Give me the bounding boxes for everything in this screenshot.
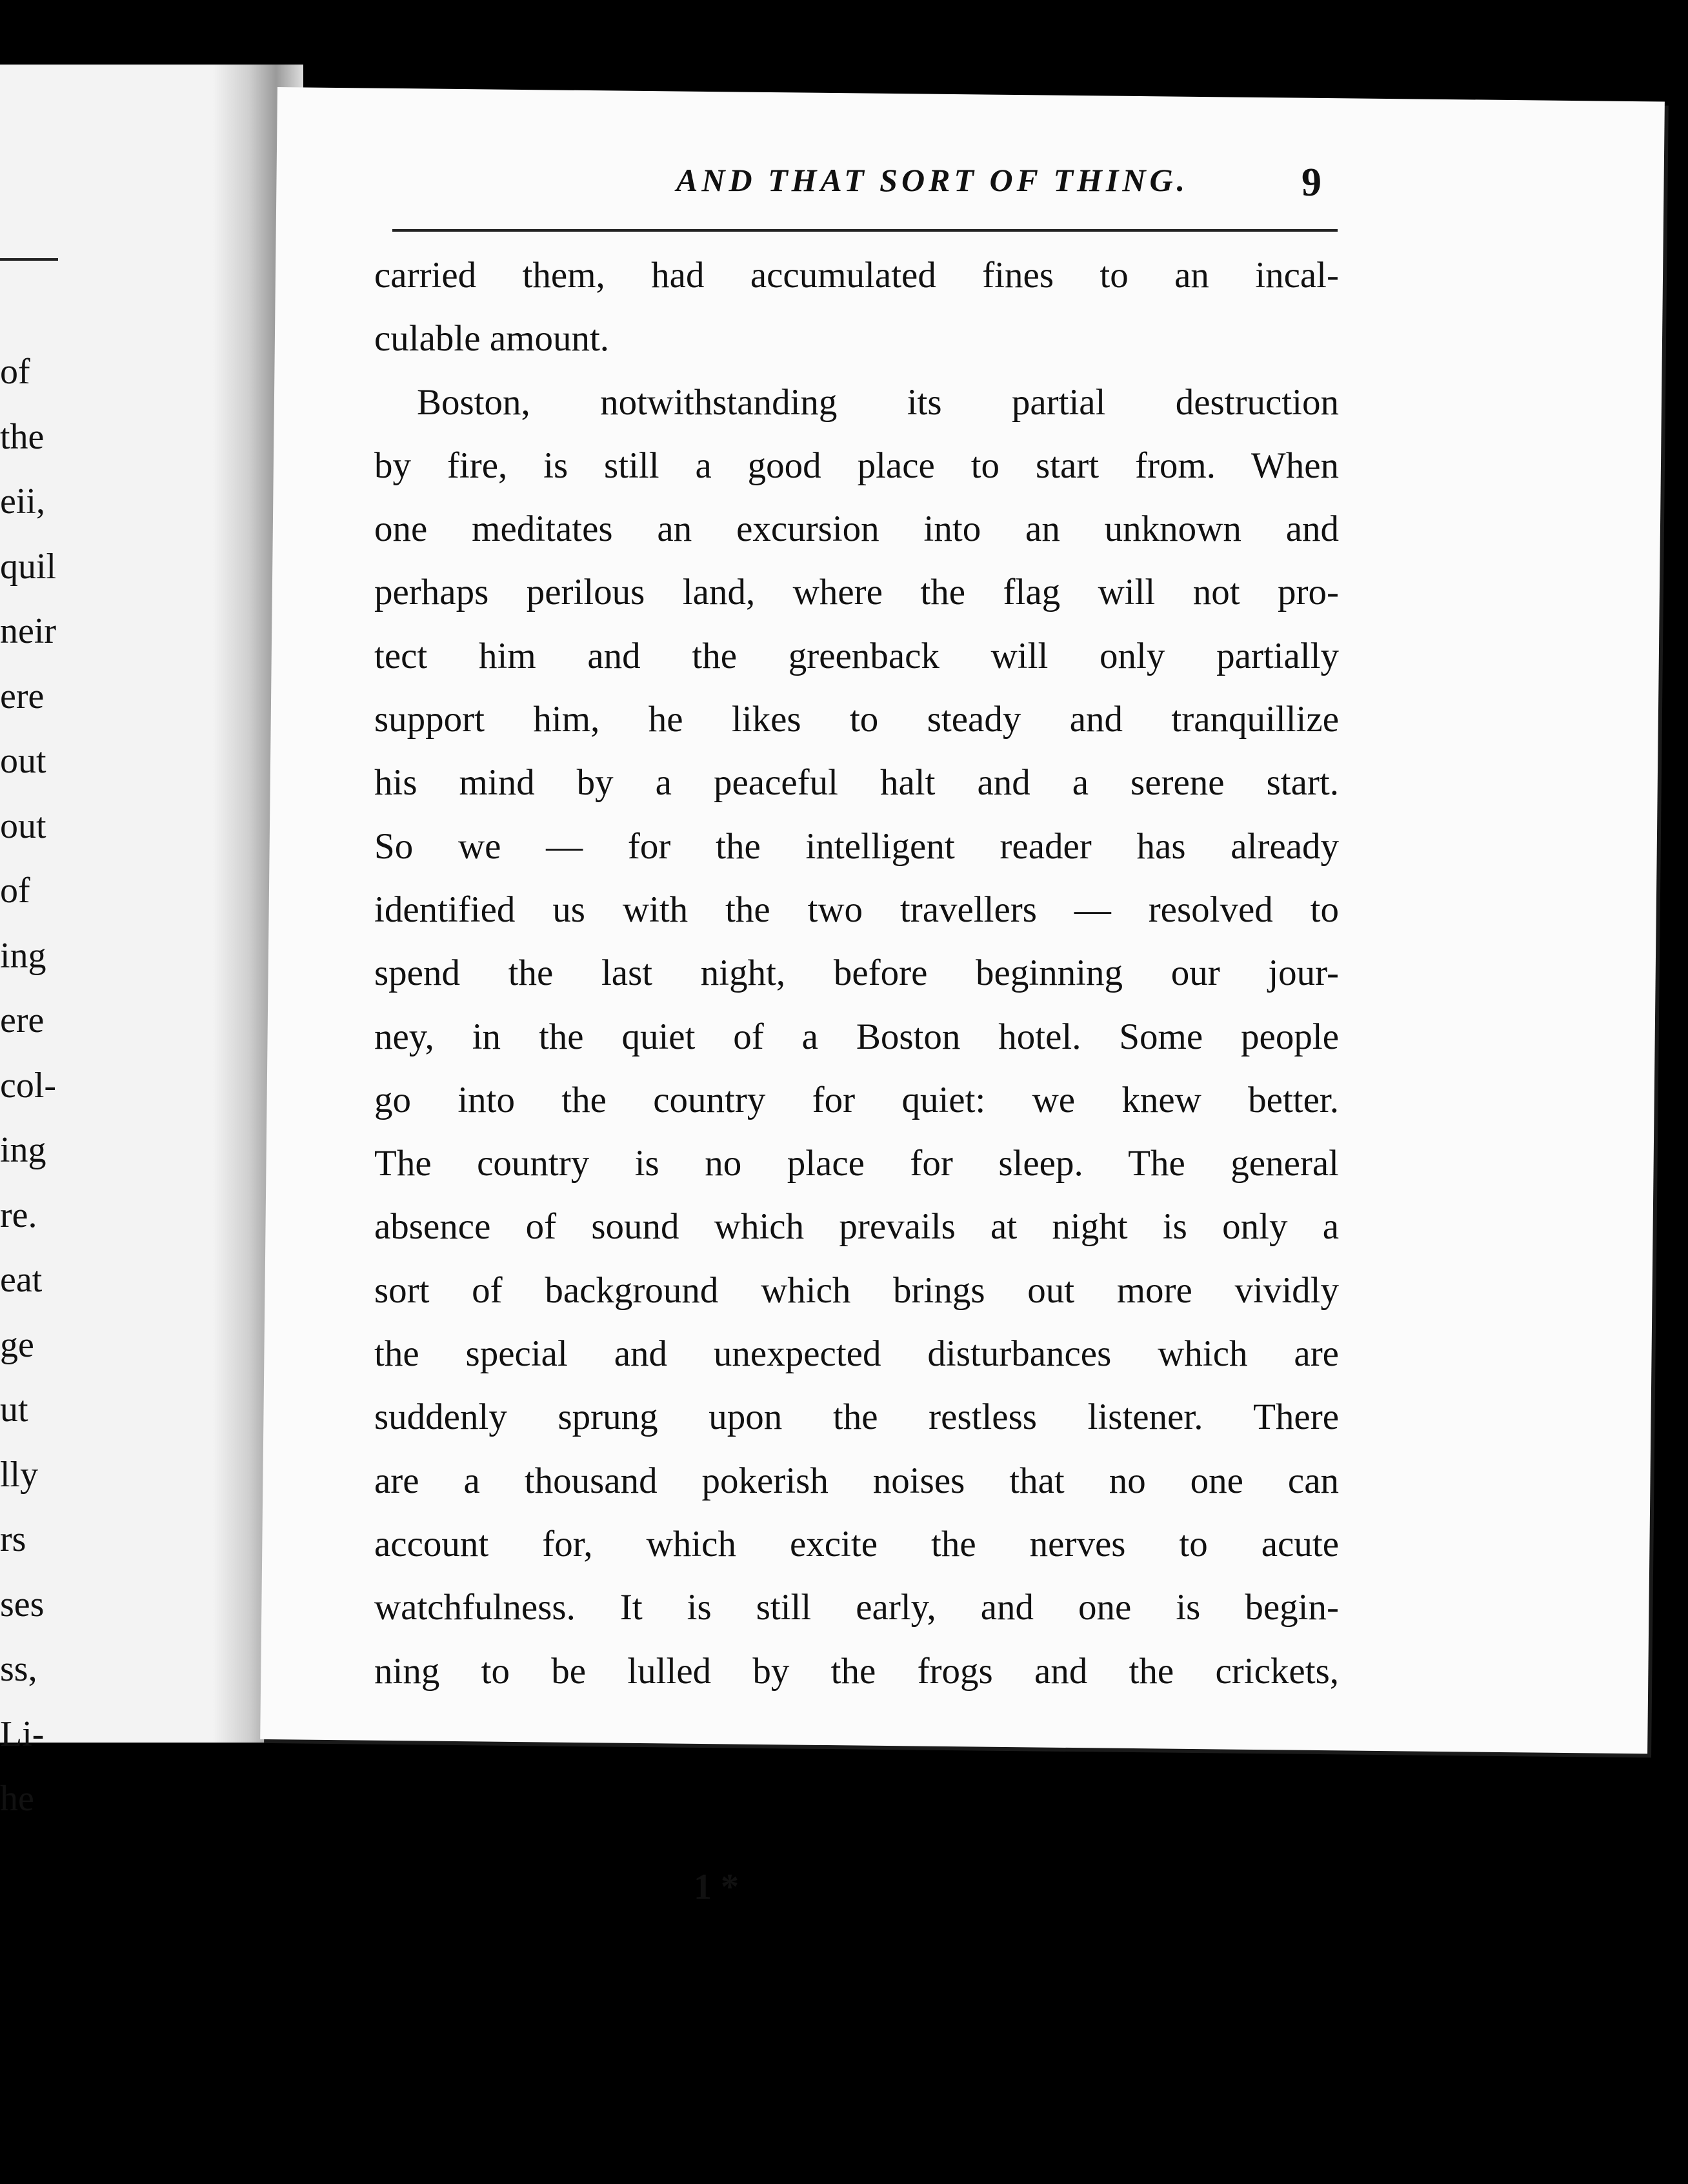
left-page-text-fragments — [0, 354, 65, 1846]
left-page-header-rule — [0, 258, 58, 261]
body-text — [374, 256, 1339, 1715]
text-line: identified us with the two travellers — resolved to — [374, 889, 1339, 930]
text-line: The country is no place for sleep. The general — [374, 1143, 1339, 1184]
left-line: quil — [0, 546, 57, 587]
text-line: his mind by a peaceful halt and a serene start. — [374, 762, 1339, 804]
text-line: watchfulness. It is still early, and one is begin- — [374, 1587, 1339, 1628]
running-title: AND THAT SORT OF THING. — [676, 162, 1189, 198]
left-line: of — [0, 871, 30, 911]
left-line: ut — [0, 1390, 28, 1430]
left-line: lly — [0, 1454, 39, 1495]
text-line: are a thousand pokerish noises that no one can — [374, 1460, 1339, 1501]
left-line: col- — [0, 1065, 57, 1106]
left-line: ge — [0, 1324, 34, 1365]
text-line: sort of background which brings out more vividly — [374, 1269, 1339, 1311]
text-line: one meditates an excursion into an unknown and — [374, 509, 1339, 550]
left-line: the — [0, 416, 45, 457]
left-line: ing — [0, 935, 46, 976]
text-line: ning to be lulled by the frogs and the crickets, — [374, 1650, 1339, 1692]
text-line: absence of sound which prevails at night is only a — [374, 1206, 1339, 1248]
left-line: of — [0, 352, 30, 392]
text-line: by fire, is still a good place to start from. When — [374, 445, 1339, 486]
left-line: ses — [0, 1584, 45, 1624]
running-head — [392, 161, 1347, 213]
signature-mark: 1 * — [694, 1867, 739, 1907]
header-rule — [392, 229, 1338, 232]
left-line: Li- — [0, 1714, 45, 1754]
text-line: ney, in the quiet of a Boston hotel. Some people — [374, 1016, 1339, 1057]
text-line: go into the country for quiet: we knew better. — [374, 1079, 1339, 1120]
left-line: ing — [0, 1130, 46, 1170]
left-line: out — [0, 741, 46, 781]
text-line: carried them, had accumulated fines to an incal- — [374, 255, 1339, 296]
text-line: spend the last night, before beginning our jour- — [374, 953, 1339, 994]
left-line: neir — [0, 611, 57, 651]
text-line: support him, he likes to steady and tranquillize — [374, 699, 1339, 740]
text-line: Boston, notwithstanding its partial destruction — [417, 381, 1339, 423]
text-line: So we — for the intelligent reader has already — [374, 825, 1339, 867]
left-line: rs — [0, 1519, 26, 1559]
left-line: he — [0, 1779, 34, 1819]
text-line: perhaps perilous land, where the flag will not pro- — [374, 572, 1339, 613]
text-line: culable amount. — [374, 318, 610, 359]
left-line: ere — [0, 1000, 45, 1040]
left-line: out — [0, 805, 46, 846]
text-line: suddenly sprung upon the restless listener. There — [374, 1397, 1339, 1438]
left-line: ss, — [0, 1649, 37, 1689]
left-line: eii, — [0, 481, 45, 521]
text-line: the special and unexpected disturbances which are — [374, 1333, 1339, 1375]
text-line: account for, which excite the nerves to acute — [374, 1523, 1339, 1564]
left-line: re. — [0, 1195, 37, 1235]
left-line: eat — [0, 1260, 43, 1300]
text-line: tect him and the greenback will only partially — [374, 635, 1339, 676]
left-line: ere — [0, 676, 45, 716]
page-number: 9 — [1301, 161, 1321, 205]
